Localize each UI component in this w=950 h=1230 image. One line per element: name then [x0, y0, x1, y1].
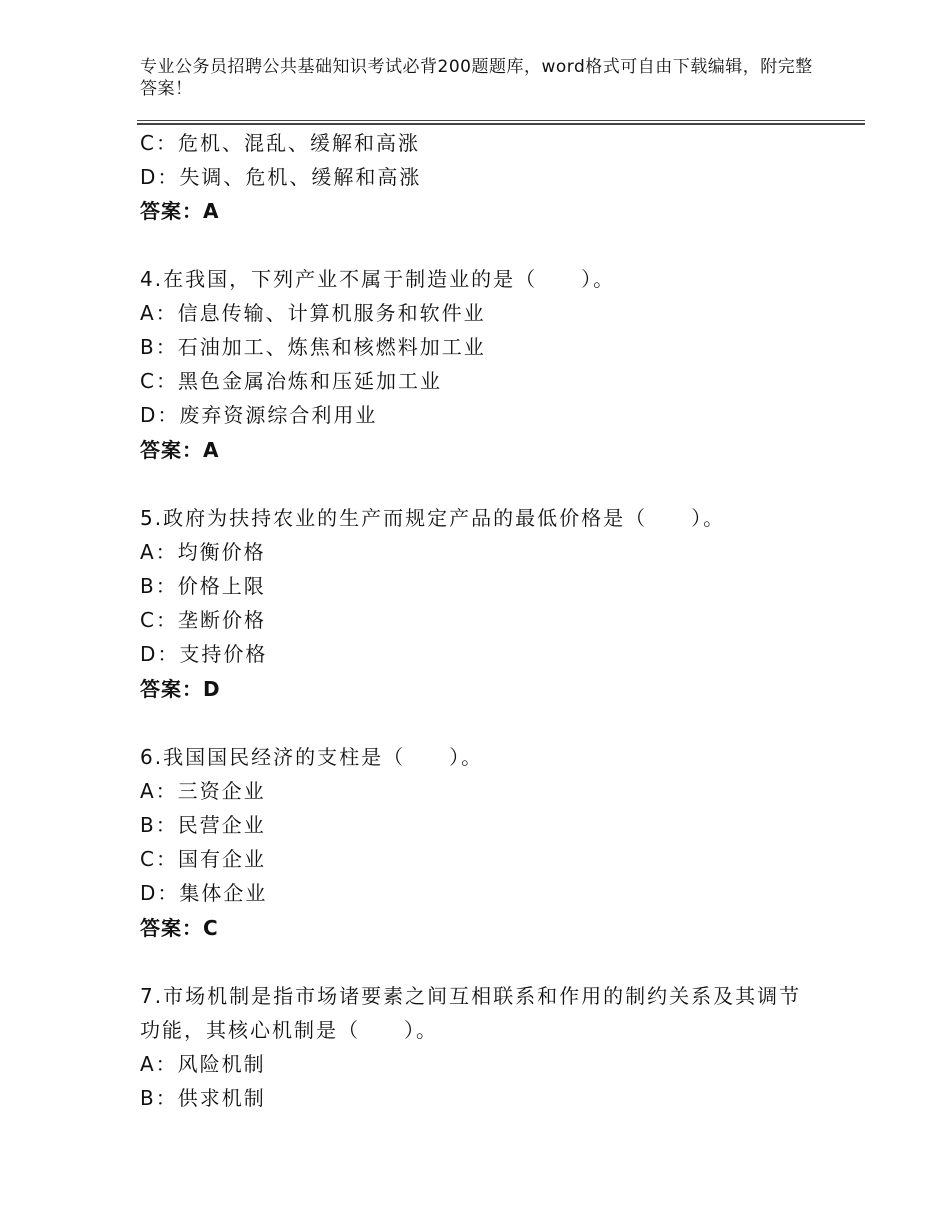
- option-line: D：失调、危机、缓解和高涨: [140, 165, 422, 189]
- answer-line: 答案：D: [140, 677, 221, 701]
- option-line: D：集体企业: [140, 881, 268, 905]
- option-line: A：三资企业: [140, 779, 266, 803]
- question-line: 5.政府为扶持农业的生产而规定产品的最低价格是（ ）。: [140, 506, 726, 530]
- option-line: D：支持价格: [140, 642, 268, 666]
- option-line: D：废弃资源综合利用业: [140, 403, 378, 427]
- question-line: 6.我国国民经济的支柱是（ ）。: [140, 745, 484, 769]
- option-line: C：危机、混乱、缓解和高涨: [140, 131, 420, 155]
- answer-line: 答案：C: [140, 916, 219, 940]
- page-header: 专业公务员招聘公共基础知识考试必背200题题库，word格式可自由下载编辑，附完整答案！: [140, 57, 813, 99]
- option-line: B：石油加工、炼焦和核燃料加工业: [140, 335, 486, 359]
- option-line: C：黑色金属冶炼和压延加工业: [140, 369, 442, 393]
- header-divider-thin: [137, 120, 865, 121]
- option-line: B：民营企业: [140, 813, 266, 837]
- answer-line: 答案：A: [140, 438, 220, 462]
- option-line: A：信息传输、计算机服务和软件业: [140, 301, 486, 325]
- option-line: C：国有企业: [140, 847, 266, 871]
- option-line: A：风险机制: [140, 1052, 266, 1076]
- question-line: 4.在我国，下列产业不属于制造业的是（ ）。: [140, 267, 616, 291]
- option-line: C：垄断价格: [140, 608, 266, 632]
- option-line: B：价格上限: [140, 574, 266, 598]
- question-line: 7.市场机制是指市场诸要素之间互相联系和作用的制约关系及其调节: [140, 984, 802, 1008]
- option-line: B：供求机制: [140, 1086, 266, 1110]
- answer-line: 答案：A: [140, 199, 220, 223]
- option-line: A：均衡价格: [140, 540, 266, 564]
- header-divider-thick: [137, 123, 865, 125]
- question-line: 功能，其核心机制是（ ）。: [140, 1018, 438, 1042]
